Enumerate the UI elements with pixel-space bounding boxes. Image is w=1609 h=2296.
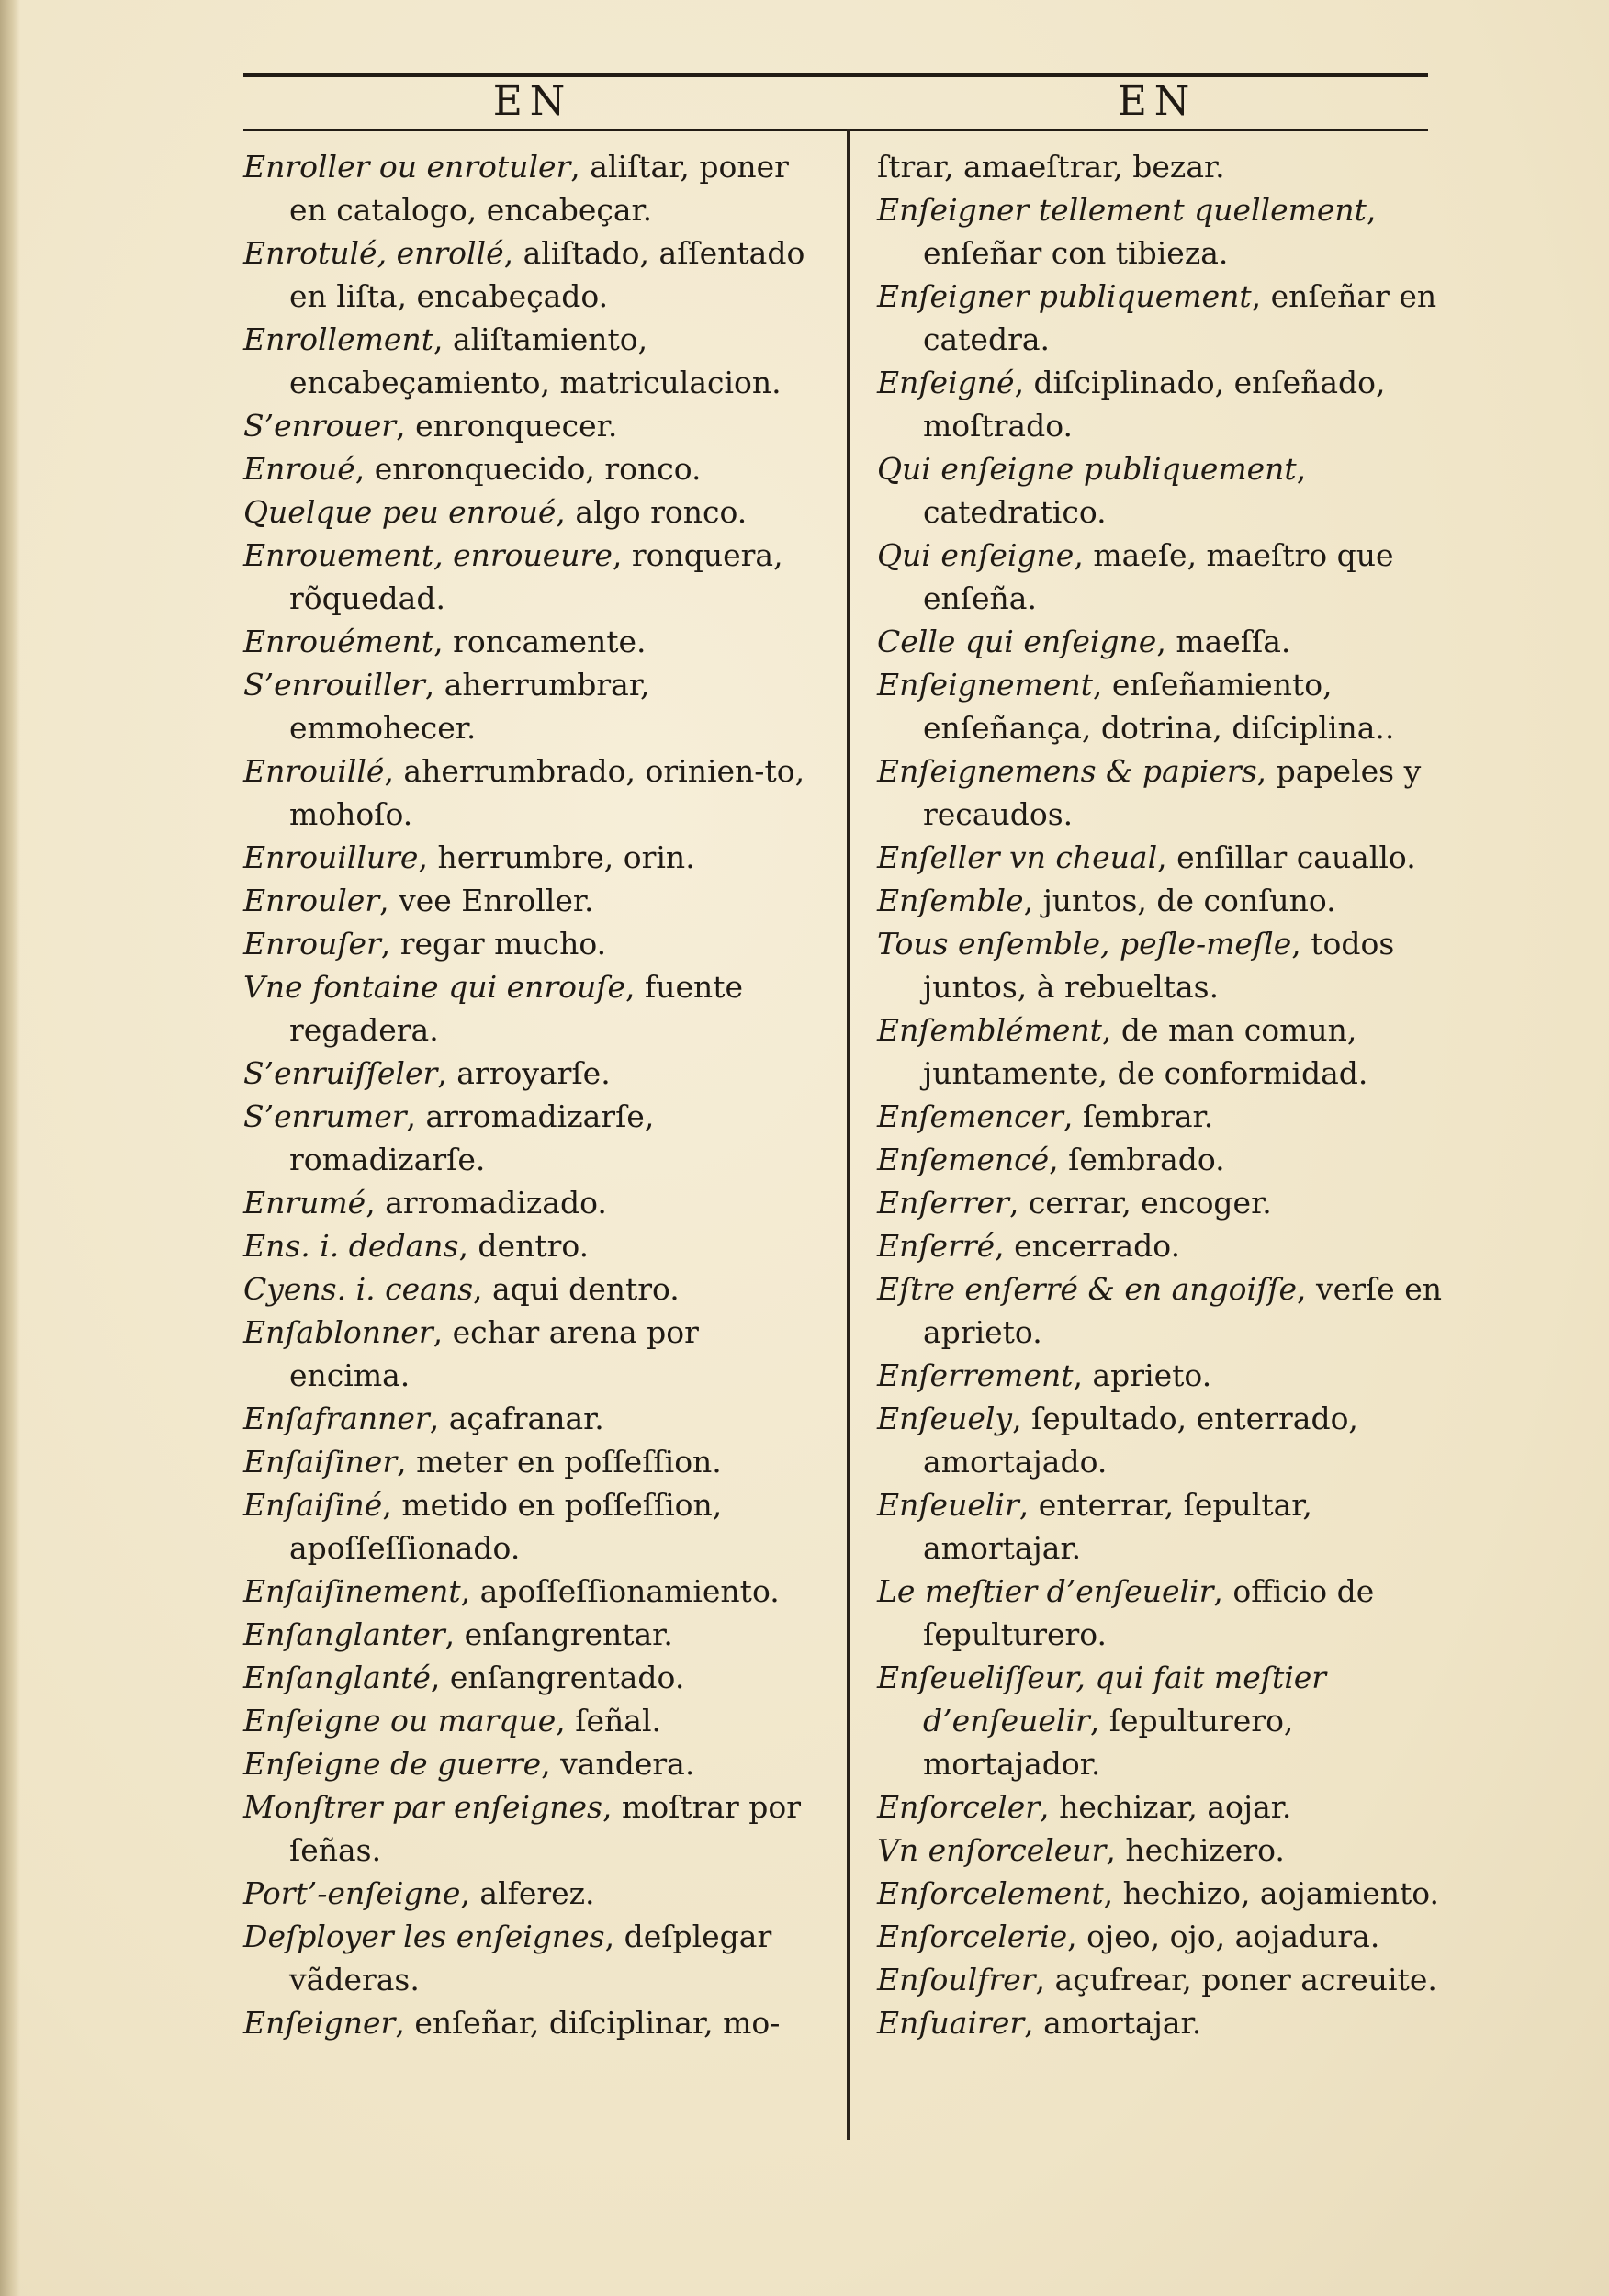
- entry-headword: Enrollement: [243, 321, 433, 357]
- dictionary-entry: [243, 404, 817, 447]
- entry-separator: ,: [384, 753, 404, 789]
- entry-translation: todos juntos, à rebueltas.: [923, 926, 1395, 1005]
- dictionary-entry: [243, 836, 817, 879]
- entry-separator: ,: [424, 667, 444, 703]
- dictionary-entry: [243, 1872, 817, 1915]
- dictionary-entry: [243, 965, 817, 1052]
- entry-headword: Celle qui enſeigne: [877, 624, 1157, 659]
- entry-headword: Enſeueliſſeur, qui fait meſtier d’enſeuelir: [877, 1660, 1327, 1739]
- entry-headword: Enrouillure: [243, 839, 419, 875]
- dictionary-entry: [877, 1785, 1446, 1829]
- entry-separator: ,: [995, 1228, 1015, 1264]
- entry-separator: ,: [397, 1444, 417, 1480]
- entry-headword: Enrouler: [243, 883, 380, 918]
- entry-headword: Enſanglanté: [243, 1660, 431, 1695]
- entry-translation: juntos, de conſuno.: [1042, 883, 1336, 918]
- entry-headword: Enſaiſinement: [243, 1573, 461, 1609]
- entry-headword: Enſuairer: [877, 2005, 1025, 2041]
- entry-translation: fuente regadera.: [289, 969, 744, 1048]
- entry-separator: ,: [444, 1616, 465, 1652]
- entry-separator: ,: [570, 149, 591, 185]
- dictionary-entry: [877, 620, 1446, 663]
- entry-separator: ,: [1106, 1832, 1126, 1868]
- entry-headword: Quelque peu enroué: [243, 494, 557, 530]
- entry-headword: Enroller ou enrotuler: [243, 149, 571, 185]
- entry-headword: Qui enſeigne: [877, 537, 1075, 573]
- entry-translation: regar mucho.: [399, 926, 607, 962]
- entry-headword: Enrouſer: [243, 926, 381, 962]
- entry-separator: ,: [1101, 1012, 1121, 1048]
- dictionary-entry: [243, 1742, 817, 1785]
- entry-translation: hechizo, aojamiento.: [1122, 1875, 1440, 1911]
- entry-separator: ,: [429, 1401, 449, 1436]
- entry-separator: ,: [541, 1746, 561, 1782]
- entry-separator: ,: [604, 1919, 624, 1954]
- entry-headword: S’enrouer: [243, 408, 397, 444]
- entry-separator: ,: [418, 839, 438, 875]
- entry-translation: vandera.: [560, 1746, 695, 1782]
- entry-headword: Enſoulfrer: [877, 1962, 1036, 1998]
- entry-separator: ,: [460, 1875, 480, 1911]
- entry-headword: Enſemencé: [877, 1142, 1050, 1177]
- entry-separator: ,: [1089, 1703, 1109, 1739]
- entry-translation: enſeñamiento, enſeñança, dotrina, diſciplina..: [923, 667, 1395, 746]
- entry-headword: Ens. i. dedans: [243, 1228, 459, 1264]
- entry-translation: aprieto.: [1092, 1357, 1212, 1393]
- entry-separator: ,: [395, 2005, 415, 2041]
- entry-separator: ,: [433, 321, 453, 357]
- entry-translation: alferez.: [479, 1875, 595, 1911]
- entry-translation: enſangrentar.: [464, 1616, 673, 1652]
- entry-translation: aherrumbrado, orinien-to, mohoſo.: [289, 753, 805, 832]
- entry-separator: ,: [1366, 192, 1377, 228]
- entry-translation: maeſe, maeſtro que enſeña.: [923, 537, 1394, 616]
- entry-translation: verſe en aprieto.: [923, 1271, 1442, 1350]
- entry-translation: ſtrar, amaeſtrar, bezar.: [877, 149, 1225, 185]
- entry-headword: Le meſtier d’enſeuelir: [877, 1573, 1214, 1609]
- dictionary-entry: [243, 1311, 817, 1397]
- entry-headword: Enſeigne de guerre: [243, 1746, 542, 1782]
- entry-translation: enſeñar, diſciplinar, mo-: [414, 2005, 781, 2041]
- entry-separator: ,: [556, 1703, 576, 1739]
- dictionary-entry: [243, 145, 817, 231]
- entry-separator: ,: [473, 1271, 492, 1307]
- dictionary-entry: [243, 490, 817, 534]
- entry-headword: Enſeigne ou marque: [243, 1703, 557, 1739]
- entry-translation: officio de ſepulturero.: [923, 1573, 1375, 1652]
- entry-separator: ,: [1291, 926, 1311, 962]
- header-rule: [243, 129, 1428, 131]
- entry-translation: hechizar, aojar.: [1059, 1789, 1292, 1825]
- dictionary-entry: [243, 749, 817, 836]
- entry-headword: Enſablonner: [243, 1314, 433, 1350]
- dictionary-entry: [877, 1915, 1446, 1958]
- entry-headword: Enſeigné: [877, 365, 1015, 400]
- dictionary-entry: [243, 231, 817, 318]
- entry-separator: ,: [1014, 365, 1034, 400]
- entry-translation: açufrear, poner acreuite.: [1054, 1962, 1437, 1998]
- dictionary-entry: [877, 1354, 1446, 1397]
- entry-headword: Deſployer les enſeignes: [243, 1919, 605, 1954]
- entry-separator: ,: [354, 451, 375, 487]
- dictionary-entry: [243, 1181, 817, 1224]
- entry-separator: ,: [1040, 1789, 1060, 1825]
- entry-headword: Enſeignement: [877, 667, 1093, 703]
- dictionary-entry: [243, 620, 817, 663]
- dictionary-entry: [243, 1613, 817, 1656]
- dictionary-entry: [877, 1872, 1446, 1915]
- entry-translation: diſciplinado, enſeñado, moſtrado.: [923, 365, 1386, 444]
- entry-headword: Enſemble: [877, 883, 1024, 918]
- dictionary-entry: [877, 1570, 1446, 1656]
- entry-translation: cerrar, encoger.: [1028, 1185, 1272, 1221]
- entry-headword: Enroué: [243, 451, 355, 487]
- page-edge-shadow: [0, 0, 20, 2296]
- entry-headword: Enſeuelir: [877, 1487, 1019, 1523]
- entry-separator: ,: [1049, 1142, 1069, 1177]
- entry-separator: ,: [366, 1185, 386, 1221]
- entry-headword: Vn enſorceleur: [877, 1832, 1107, 1868]
- entry-translation: ſembrar.: [1082, 1098, 1214, 1134]
- dictionary-entry: [877, 1138, 1446, 1181]
- entry-translation: aherrumbrar, emmohecer.: [289, 667, 650, 746]
- entry-headword: Enſeigner: [243, 2005, 396, 2041]
- entry-separator: ,: [556, 494, 576, 530]
- dictionary-entry: [243, 1440, 817, 1483]
- dictionary-entry: [877, 1224, 1446, 1267]
- entry-separator: ,: [625, 969, 646, 1005]
- entry-translation: maeſſa.: [1176, 624, 1291, 659]
- entry-translation: enronquecer.: [415, 408, 618, 444]
- entry-headword: Enrotulé, enrollé: [243, 235, 504, 271]
- entry-headword: Enſeigner publiquement: [877, 278, 1252, 314]
- entry-headword: S’enrouiller: [243, 667, 425, 703]
- entry-separator: ,: [1073, 1357, 1093, 1393]
- entry-separator: ,: [406, 1098, 426, 1134]
- dictionary-entry: [877, 275, 1446, 361]
- dictionary-entry: [877, 534, 1446, 620]
- entry-translation: de man comun, juntamente, de conformidad.: [923, 1012, 1368, 1091]
- entry-translation: enſeñar en catedra.: [923, 278, 1437, 357]
- dictionary-entry: [243, 534, 817, 620]
- entry-separator: ,: [1063, 1098, 1083, 1134]
- entry-headword: Enſeller vn cheual: [877, 839, 1158, 875]
- entry-separator: ,: [1251, 278, 1271, 314]
- column-divider: [847, 129, 850, 2140]
- entry-headword: Tous enſemble, peſle-meſle: [877, 926, 1292, 962]
- entry-separator: ,: [460, 1573, 480, 1609]
- entry-headword: Enſorceler: [877, 1789, 1041, 1825]
- entry-translation: deſplegar vãderas.: [289, 1919, 772, 1998]
- dictionary-entry: [877, 749, 1446, 836]
- entry-separator: ,: [1296, 451, 1307, 487]
- entry-separator: ,: [1067, 1919, 1087, 1954]
- entry-translation: hechizero.: [1125, 1832, 1285, 1868]
- top-rule: [243, 73, 1428, 77]
- dictionary-entry: [877, 1095, 1446, 1138]
- entry-translation: ronquera, rõquedad.: [289, 537, 783, 616]
- entry-translation: papeles y recaudos.: [923, 753, 1422, 832]
- entry-translation: metido en poſſeſſion, apoſſeſſionado.: [289, 1487, 723, 1566]
- dictionary-entry: [243, 1699, 817, 1742]
- dictionary-entry: [243, 318, 817, 404]
- entry-separator: ,: [1074, 537, 1094, 573]
- dictionary-entry: [877, 1008, 1446, 1095]
- entry-headword: Enſorcelerie: [877, 1919, 1068, 1954]
- entry-translation: aliſtado, aſſentado en liſta, encabeçado.: [289, 235, 805, 314]
- entry-translation: ſembrado.: [1068, 1142, 1225, 1177]
- entry-separator: ,: [1012, 1401, 1032, 1436]
- entry-translation: dentro.: [478, 1228, 590, 1264]
- entry-headword: Enſemblément: [877, 1012, 1102, 1048]
- dictionary-entry: [877, 1958, 1446, 2001]
- entry-separator: ,: [437, 1055, 457, 1091]
- running-head-left: EN: [492, 78, 573, 125]
- entry-separator: ,: [1023, 883, 1043, 918]
- entry-headword: Qui enſeigne publiquement: [877, 451, 1297, 487]
- entry-translation: herrumbre, orin.: [437, 839, 695, 875]
- entry-separator: ,: [1092, 667, 1112, 703]
- dictionary-entry: [877, 145, 1446, 188]
- entry-headword: Enrouillé: [243, 753, 385, 789]
- dictionary-entry: [243, 1785, 817, 1872]
- entry-separator: ,: [458, 1228, 478, 1264]
- entry-headword: S’enruiſſeler: [243, 1055, 438, 1091]
- entry-headword: Enſorcelement: [877, 1875, 1104, 1911]
- entry-headword: Enrouement, enroueure: [243, 537, 613, 573]
- entry-headword: S’enrumer: [243, 1098, 407, 1134]
- entry-headword: Enſerrer: [877, 1185, 1009, 1221]
- dictionary-entry: [243, 2001, 817, 2044]
- entry-translation: echar arena por encima.: [289, 1314, 699, 1393]
- entry-separator: ,: [1156, 624, 1176, 659]
- dictionary-entry: [243, 922, 817, 965]
- entry-headword: Enſerré: [877, 1228, 996, 1264]
- dictionary-entry: [877, 1267, 1446, 1354]
- dictionary-entry: [243, 663, 817, 749]
- entry-translation: arroyarſe.: [456, 1055, 611, 1091]
- entry-separator: ,: [433, 1314, 453, 1350]
- entry-headword: Eſtre enſerré & en angoiſſe: [877, 1271, 1298, 1307]
- dictionary-entry: [243, 1095, 817, 1181]
- entry-headword: Enſerrement: [877, 1357, 1074, 1393]
- entry-translation: enronquecido, ronco.: [374, 451, 702, 487]
- entry-separator: ,: [1256, 753, 1277, 789]
- entry-translation: enſangrentado.: [449, 1660, 685, 1695]
- entry-headword: Monſtrer par enſeignes: [243, 1789, 602, 1825]
- dictionary-entry: [243, 1224, 817, 1267]
- entry-headword: Enſeignemens & papiers: [877, 753, 1257, 789]
- dictionary-entry: [877, 1483, 1446, 1570]
- entry-translation: ojeo, ojo, aojadura.: [1086, 1919, 1380, 1954]
- entry-translation: arromadizado.: [385, 1185, 607, 1221]
- running-head-right: EN: [1117, 78, 1198, 125]
- entry-translation: encerrado.: [1014, 1228, 1181, 1264]
- dictionary-entry: [877, 1656, 1446, 1785]
- entry-translation: ſepulturero, mortajador.: [923, 1703, 1294, 1782]
- left-column: [243, 145, 817, 2044]
- entry-separator: ,: [602, 1789, 622, 1825]
- dictionary-entry: [877, 1181, 1446, 1224]
- entry-separator: ,: [1157, 839, 1177, 875]
- entry-translation: enſillar cauallo.: [1176, 839, 1416, 875]
- entry-translation: açafranar.: [448, 1401, 604, 1436]
- dictionary-entry: [877, 922, 1446, 1008]
- entry-headword: Vne fontaine qui enrouſe: [243, 969, 626, 1005]
- entry-separator: ,: [382, 1487, 402, 1523]
- entry-separator: ,: [433, 624, 454, 659]
- entry-separator: ,: [1103, 1875, 1123, 1911]
- dictionary-entry: [877, 663, 1446, 749]
- entry-translation: arromadizarſe, romadizarſe.: [289, 1098, 655, 1177]
- entry-separator: ,: [396, 408, 416, 444]
- entry-separator: ,: [1213, 1573, 1233, 1609]
- entry-translation: aqui dentro.: [491, 1271, 680, 1307]
- entry-translation: algo ronco.: [575, 494, 748, 530]
- dictionary-entry: [243, 1570, 817, 1613]
- entry-separator: ,: [1008, 1185, 1029, 1221]
- entry-translation: apoſſeſſionamiento.: [479, 1573, 780, 1609]
- entry-separator: ,: [380, 926, 400, 962]
- entry-headword: Port’-enſeigne: [243, 1875, 461, 1911]
- entry-translation: ſepultado, enterrado, amortajado.: [923, 1401, 1358, 1480]
- entry-separator: ,: [1024, 2005, 1044, 2041]
- dictionary-entry: [877, 361, 1446, 447]
- entry-translation: aliſtamiento, encabeçamiento, matriculacion.: [289, 321, 782, 400]
- dictionary-entry: [877, 1397, 1446, 1483]
- entry-headword: Enrumé: [243, 1185, 366, 1221]
- entry-translation: roncamente.: [453, 624, 647, 659]
- entry-translation: aliſtar, poner en catalogo, encabeçar.: [289, 149, 789, 228]
- dictionary-entry: [243, 1656, 817, 1699]
- entry-translation: meter en poſſeſſion.: [416, 1444, 722, 1480]
- dictionary-entry: [877, 879, 1446, 922]
- entry-translation: enſeñar con tibieza.: [923, 235, 1229, 271]
- entry-translation: moſtrar por ſeñas.: [289, 1789, 802, 1868]
- dictionary-entry: [243, 1052, 817, 1095]
- entry-headword: Enſafranner: [243, 1401, 430, 1436]
- dictionary-entry: [877, 1829, 1446, 1872]
- dictionary-entry: [877, 188, 1446, 275]
- entry-separator: ,: [1297, 1271, 1317, 1307]
- dictionary-entry: [243, 447, 817, 490]
- dictionary-entry: [877, 447, 1446, 534]
- entry-separator: ,: [430, 1660, 450, 1695]
- entry-headword: Enſanglanter: [243, 1616, 445, 1652]
- entry-separator: ,: [1035, 1962, 1055, 1998]
- entry-translation: ſeñal.: [575, 1703, 661, 1739]
- dictionary-entry: [877, 836, 1446, 879]
- dictionary-entry: [243, 1915, 817, 2001]
- entry-translation: amortajar.: [1043, 2005, 1202, 2041]
- entry-separator: ,: [379, 883, 399, 918]
- dictionary-entry: [243, 1267, 817, 1311]
- entry-translation: enterrar, ſepultar, amortajar.: [923, 1487, 1312, 1566]
- entry-headword: Enrouément: [243, 624, 434, 659]
- entry-headword: Enſeuely: [877, 1401, 1013, 1436]
- entry-separator: ,: [503, 235, 523, 271]
- entry-headword: Enſeigner tellement quellement: [877, 192, 1367, 228]
- entry-translation: catedratico.: [923, 494, 1107, 530]
- entry-headword: Enſemencer: [877, 1098, 1063, 1134]
- entry-headword: Cyens. i. ceans: [243, 1271, 473, 1307]
- dictionary-entry: [243, 879, 817, 922]
- entry-separator: ,: [1018, 1487, 1039, 1523]
- entry-separator: ,: [612, 537, 632, 573]
- entry-translation: vee Enroller.: [399, 883, 594, 918]
- entry-headword: Enſaiſiné: [243, 1487, 383, 1523]
- dictionary-entry: [243, 1397, 817, 1440]
- right-column: [877, 145, 1446, 2044]
- dictionary-entry: [877, 2001, 1446, 2044]
- entry-headword: Enſaiſiner: [243, 1444, 398, 1480]
- dictionary-entry: [243, 1483, 817, 1570]
